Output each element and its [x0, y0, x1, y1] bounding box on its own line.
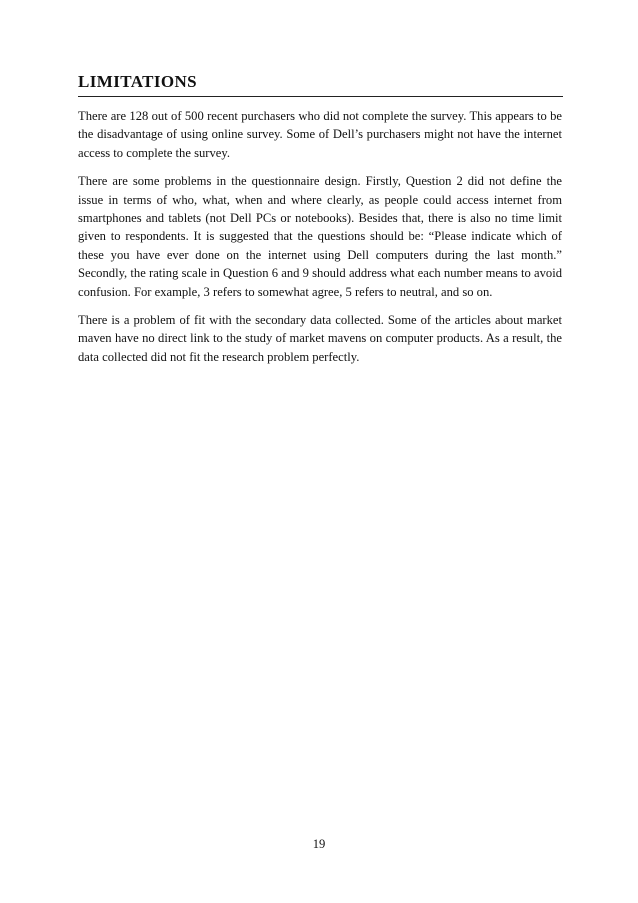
paragraph-secondary-data: There is a problem of fit with the secondary data collected. Some of the articles about market maven have no direct link to the study of market mavens on computer products. As a result, the data collected did not fit the research problem perfectly. [78, 313, 562, 364]
paragraph-survey-completion: There are 128 out of 500 recent purchasers who did not complete the survey. This appears to be the disadvantage of using online survey. Some of Dell’s purchasers might not have the internet access to complete the survey. [78, 109, 562, 160]
paragraph-questionnaire-design: There are some problems in the questionnaire design. Firstly, Question 2 did not define the issue in terms of who, what, when and where clearly, as people could access internet from smartphones and tablets (not Dell PCs or notebooks). Besides that, there is also no time limit given to respondents. It is suggested that the questions should be: “Please indicate which of these you have ever done on the internet using Dell computers during the last month.” Secondly, the rating scale in Question 6 and 9 should address what each number means to avoid confusion. For example, 3 refers to somewhat agree, 5 refers to neutral, and so on. [78, 174, 562, 299]
page-number: 19 [312, 837, 326, 851]
section-body [78, 107, 562, 376]
section-heading: LIMITATIONS [78, 68, 563, 97]
